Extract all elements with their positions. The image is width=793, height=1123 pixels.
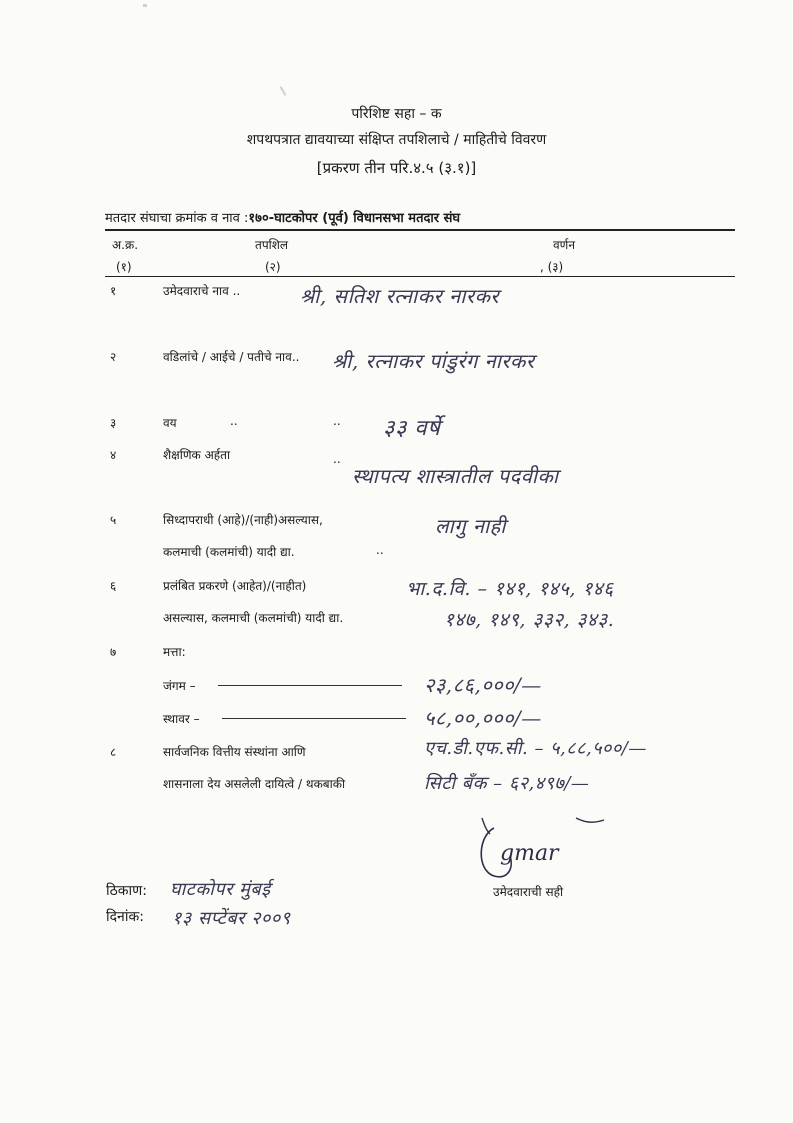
row-label-continued: शासनाला देय असलेली दायित्वे / थकबाकी (163, 777, 346, 791)
col-header-serial: अ.क्र. (112, 238, 139, 252)
row-label: शैक्षणिक अर्हता (163, 448, 231, 462)
row-number: ६ (110, 579, 117, 593)
row-number: ३ (110, 416, 117, 430)
row-label: वडिलांचे / आईचे / पतीचे नाव.. (163, 350, 300, 364)
chapter-reference: [प्रकरण तीन परि.४.५ (३.१)] (316, 159, 477, 177)
place-label: ठिकाण: (106, 883, 147, 899)
row-number: १ (110, 284, 117, 298)
col-number-3: , (३) (540, 260, 564, 274)
date-label: दिनांक: (106, 909, 144, 925)
row-label: सार्वजनिक वित्तीय संस्थांना आणि (163, 745, 306, 759)
col-number-2: (२) (265, 260, 281, 274)
liability-citibank-handwritten: सिटी बँक – ६२,४९७/— (424, 773, 590, 794)
row-number: २ (110, 350, 117, 364)
row-label: वय (163, 416, 177, 430)
row-dots: .. (376, 543, 384, 557)
candidate-signature (472, 812, 612, 884)
row-number: ४ (110, 448, 117, 462)
immovable-assets-label: स्थावर – (163, 712, 200, 726)
signature-mark: gmar (500, 841, 559, 866)
age-handwritten: ३३ वर्षे (383, 416, 441, 441)
row-label: सिध्दापराधी (आहे)/(नाही)असल्यास, (163, 513, 323, 527)
row-label-continued: कलमाची (कलमांची) यादी द्या. (163, 545, 295, 559)
row-dots: .. (333, 414, 341, 428)
row-label-continued: असल्यास, कलमाची (कलमांची) यादी द्या. (163, 611, 344, 625)
row-number: ८ (110, 745, 117, 759)
place-handwritten: घाटकोपर मुंबई (170, 879, 271, 900)
col-header-description: वर्णन (553, 238, 576, 252)
row-number: ७ (110, 645, 117, 659)
movable-assets-leader-line (218, 685, 402, 686)
row-label: मत्ता: (163, 645, 186, 659)
constituency-line (105, 208, 460, 226)
pending-cases-handwritten: भा.द.वि. – १४१, १४५, १४६ (406, 578, 614, 600)
signature-caption: उमेदवाराची सही (493, 885, 564, 899)
constituency-value: १७०-घाटकोपर (पूर्व) विधानसभा मतदार संघ (248, 211, 461, 226)
table-header-rule (105, 276, 735, 277)
row-label: प्रलंबित प्रकरणे (आहेत)/(नाहीत) (163, 579, 307, 593)
annexure-title: परिशिष्ट सहा – क (351, 106, 442, 122)
scan-mark (280, 86, 287, 96)
liability-hdfc-handwritten: एच.डी.एफ.सी. – ५,८८,५००/— (424, 738, 647, 759)
education-handwritten: स्थापत्य शास्त्रातील पदवीका (352, 464, 559, 488)
pending-cases-handwritten-continued: १४७, १४९, ३३२, ३४३. (444, 609, 615, 631)
candidate-name-handwritten: श्री, सतिश रत्नाकर नारकर (300, 284, 500, 308)
row-dots: .. (333, 452, 341, 466)
father-name-handwritten: श्री, रत्नाकर पांडुरंग नारकर (332, 349, 535, 373)
form-subtitle: शपथपत्रात द्यावयाच्या संक्षिप्त तपशिलाचे / माहितीचे विवरण (246, 132, 547, 148)
col-header-details: तपशिल (255, 238, 289, 252)
date-handwritten: १३ सप्टेंबर २००९ (172, 908, 291, 929)
convictions-handwritten: लागु नाही (435, 514, 506, 538)
movable-assets-handwritten: २३,८६,०००/— (424, 673, 542, 697)
table-top-rule (105, 229, 735, 231)
immovable-assets-leader-line (222, 718, 406, 719)
row-dots: .. (230, 414, 238, 428)
row-number: ५ (110, 513, 117, 527)
constituency-label: मतदार संघाचा क्रमांक व नाव : (105, 211, 249, 226)
scan-mark (143, 4, 147, 7)
row-label: उमेदवाराचे नाव .. (163, 284, 241, 298)
immovable-assets-handwritten: ५८,००,०००/— (424, 706, 542, 730)
col-number-1: (१) (116, 260, 132, 274)
movable-assets-label: जंगम – (163, 679, 196, 693)
